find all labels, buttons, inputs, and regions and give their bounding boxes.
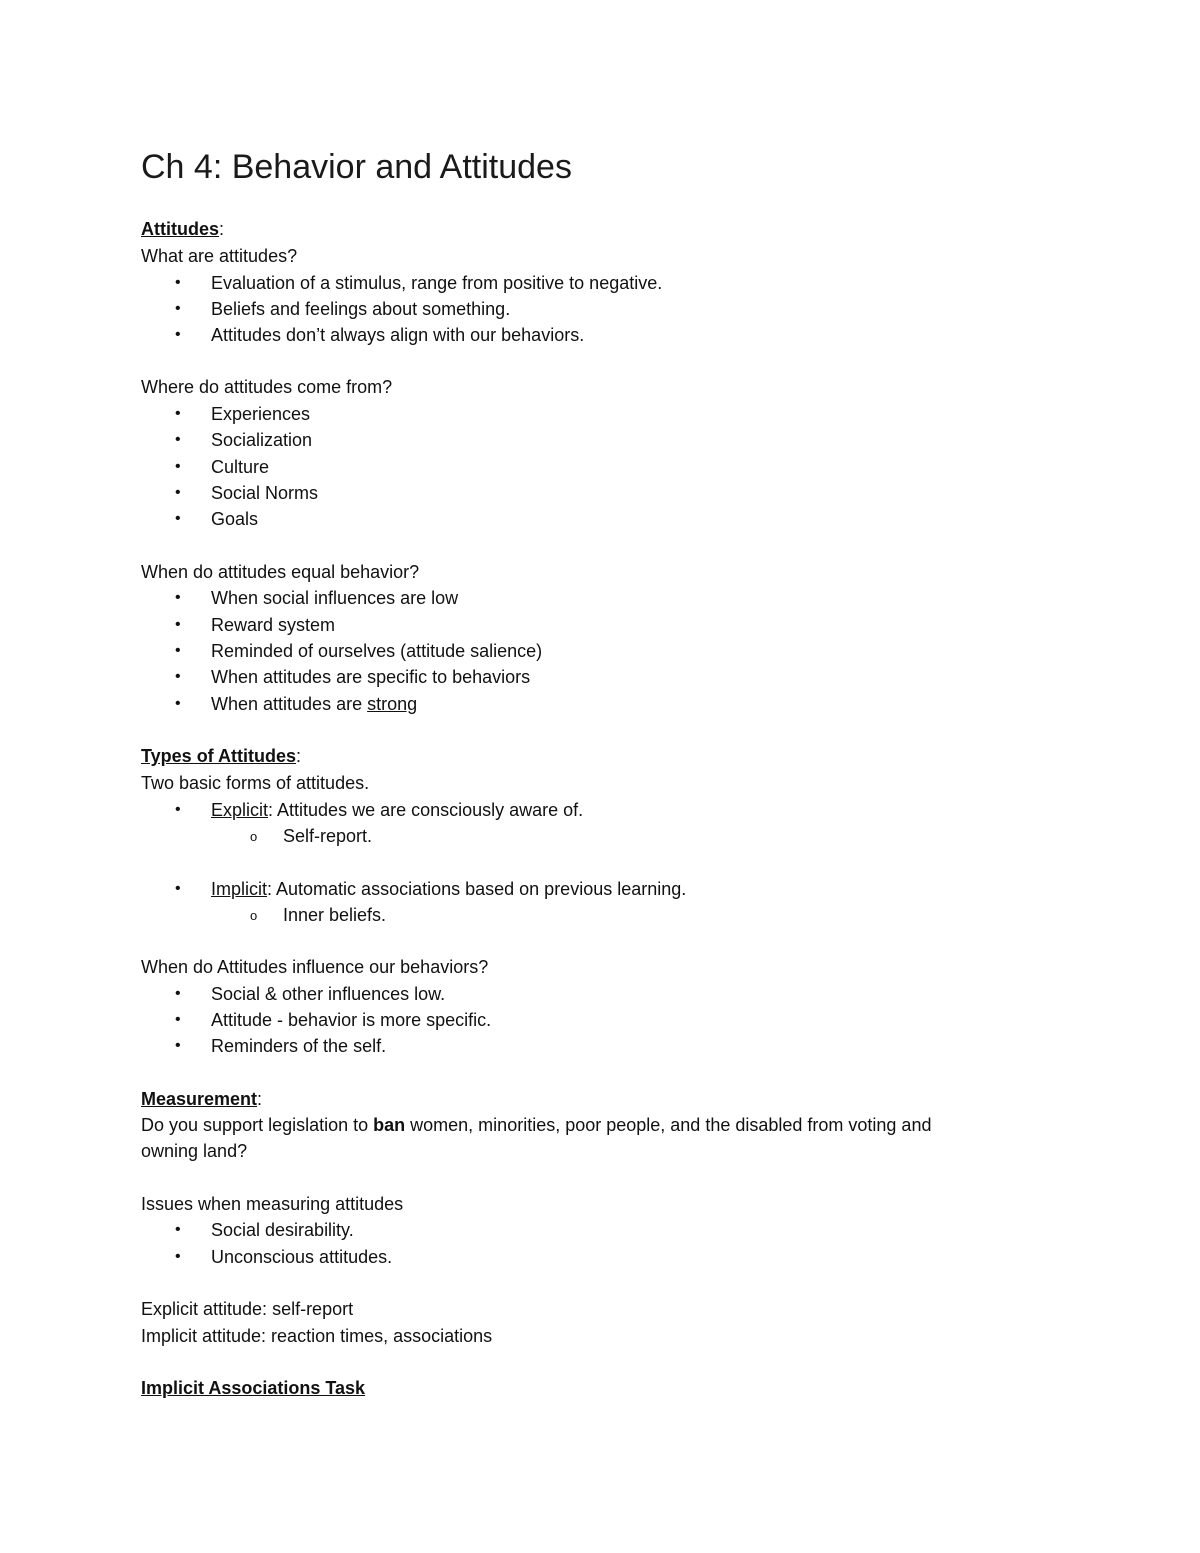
list-item: • When attitudes are strong [175,694,418,714]
list-item: • Social Norms [175,483,319,503]
explicit-attitude-line: Explicit attitude: self-report [141,1299,354,1319]
list-item: • Reward system [175,615,336,635]
list-item: • Unconscious attitudes. [175,1247,393,1267]
question-what-are-attitudes: What are attitudes? [141,246,298,266]
list-item: • Attitude - behavior is more specific. [175,1010,492,1030]
implicit-attitude-line: Implicit attitude: reaction times, associations [141,1326,493,1346]
question-where-from: Where do attitudes come from? [141,377,393,397]
list-item: • Evaluation of a stimulus, range from positive to negative. [175,273,663,293]
list-item: • Social desirability. [175,1220,354,1240]
list-item-implicit: • Implicit: Automatic associations based on previous learning. [175,879,687,899]
page-title: Ch 4: Behavior and Attitudes [141,148,572,186]
types-intro: Two basic forms of attitudes. [141,773,370,793]
section-heading-measurement: Measurement: [141,1089,263,1109]
list-item: • Social & other influences low. [175,984,446,1004]
section-heading-types: Types of Attitudes: [141,746,302,766]
sub-list-item: o Inner beliefs. [250,905,387,925]
list-item: • Attitudes don’t always align with our behaviors. [175,325,585,345]
section-heading-iat: Implicit Associations Task [141,1378,366,1398]
list-item: • When social influences are low [175,588,459,608]
list-item: • Reminded of ourselves (attitude salience) [175,641,543,661]
list-item: • Culture [175,457,270,477]
emphasis-strong: strong [367,694,418,714]
sub-list-item: o Self-report. [250,826,373,846]
list-item: • Goals [175,509,259,529]
list-item: • Experiences [175,404,311,424]
list-item: • When attitudes are specific to behaviors [175,667,531,687]
measurement-question-cont: owning land? [141,1141,248,1161]
question-when-equal: When do attitudes equal behavior? [141,562,420,582]
question-when-influence: When do Attitudes influence our behaviors? [141,957,489,977]
list-item: • Reminders of the self. [175,1036,387,1056]
section-heading-attitudes: Attitudes: [141,219,225,239]
measurement-question: Do you support legislation to ban women, minorities, poor people, and the disabled from voting and [141,1115,932,1135]
list-item: • Socialization [175,430,313,450]
issues-heading: Issues when measuring attitudes [141,1194,404,1214]
list-item-explicit: • Explicit: Attitudes we are consciously aware of. [175,800,584,820]
list-item: • Beliefs and feelings about something. [175,299,511,319]
